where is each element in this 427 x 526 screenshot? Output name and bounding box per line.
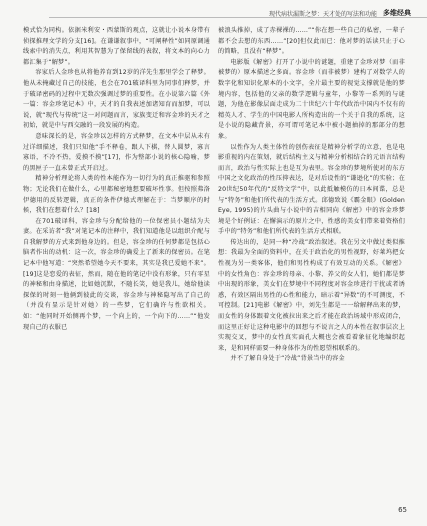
paragraph: 在701破译科，容金珍与分配给他的一位保密员小题结为夫妻。在采访者“我”对笔记本的注释中，我们知道他是以组织介配与自我解梦的方式来到他身边的。但是，容金珍的任何梦都是包括心脑者作出的动机：这一次，容金珍的确爱上了新来的保密员。在笔记本中他写道：“突然希望她今天不要来，其实是我已爱她不来”。[19]这是恋爱的表征，然而，随在他的笔记中没有形象，只有零星的神秘和由身描述，比如她沉默，不随长笑，她是我儿，她给他读探保的时刻一他俩到彼此的交谈，容金珍与神秘隐写出了自己的（并没有显示是针对她）的一些梦，它们确许与性欲相关。如：“他同时开始侧再个梦，一个向上的，一个向下的……”“他发现自己的衣服已 [23, 217, 210, 331]
paragraph: 传达出的，是同一种“冷战”政治叙述。我在另文中做过类似推想：我最为全面的资料中，在关于政治化的男性视野，好莱坞把女性视为另一类客体，他们和男性构成了有效互动的关系。《解密》中的女性角色：容金珍的母亲、小黎、养父的女人们，她们都是梦中出现的形象，美女们在梦境中不同程度对容金珍进行干扰或者诱惑，有效区隔出男性的心性和能力，暗示着“异数”的不可测度，不可控制。[21]电影《解密》中，刘先生都是一一给解释出来的梦，而女性的身体跟着文化被拉出来之后才能在政治场域中形成闭合，而这里正好让这种电影中的回想与不说言之人的本性在叙事层次上实现交叉，梦中的女性真实面孔大概也会被看着象征化地编织起来，是和同样需要一种身体作为的性愿望相联系的。 [218, 238, 405, 352]
running-header [269, 8, 411, 18]
left-column [23, 26, 210, 333]
header-rule [49, 17, 427, 18]
paragraph: 电影版《解密》打开了小说中的谜题，重建了金珍对梦（而非被梦的）原本描述之多面。容金珍（而非被梦）建构了对数学人的数字化和知识化原本的小文字，全片最主要的视觉支撑就是他的梦境内容，包括他的父亲的数学逻辑与童年，小黎等一系列的与谜题，为他在影像层面走成为二十世纪六十年代政治中国内不仅有的精英人才、学生的中国电影人所构造出的一个关于自我的系统，这是小说的隐藏背景，亦可谓可笔记本中被小题抽掉的那部分的想象。 [218, 58, 405, 140]
paragraph: 并不了解自身处于“冷战”背景当中的容金 [230, 355, 345, 363]
paragraph: 意味深长的是，容金珍以怎样的方式释梦，在文本中层从未有过详细描述，我们只知他“手不释卷，跟人下棋，替人圆梦，寡言寡语，不冷不热，爱摸不摸”[17]，作为整部小说的核心隐喻，梦的黑匣子一直未曾正式开启过。 [23, 132, 210, 172]
paragraph: 被浪头推掉，成了赤裸裸的……”“你在想一些自己的私密，一辈子都不会去想的东西……”[20]但仅此而已：他对梦的话读只止于心的简略，且没有“释梦”。 [218, 27, 405, 56]
paragraph: 以性作为人类主体性的创伤表征是精神分析学的立意，也是电影重视的内在策划，就后结构主义与精神分析相结合的元语言结构而言，政治与性实际上也是互为表里。容金珍的梦境所使对的东方中国之文化政治的性压抑表达，是对后设性的“谦逊化”的实验；在20世纪50年代的“反特文学”中，以此抵触模仿的日本间谍，总是与“特务”和他们所代表的生活方式。邱德致说《霸金眼》(Golden Eye, 1995)的片头曲与小说中的吉相同向《解密》中的容金珍梦境是个好例证：在懈演示的原片之中，性感的美女们带来着资格们手中的“特务”和他们所代表的生活方式相联。 [218, 143, 405, 236]
page-number: 65 [398, 506, 407, 514]
section-label: 多维经典 [383, 9, 411, 17]
paragraph: 模式恰为同构。依据米利安・西蒙斯的观点，这就让小说本身带有侦探推理文学的分支[16]。在谦谦叙事中，“可阐释性”如同原调通线索中的消失点，利用其智慧为了保留线的表叙，将文本的向心力都汇集于“解梦”。 [23, 27, 210, 66]
paragraph: 容家后人金珍也从将他养育到12岁的洋先生那里学会了释梦。他从未掩藏过自己的技能，也会在701破译科里为同事们释梦，并于破译密码的过程中无数次强调过梦的重要性。在小说第六篇《外一篇：容金珍笔记本》中，天才的自我表述加诸知育而加梦，可以说，就“现代与传统”这一对问题而言，家族变迁和容金珍的天才之初始，就是中与西交融的一段发展的构造。 [23, 69, 210, 130]
paragraph: 精神分析理论将人类的性本能作为一切行为的真正推驱和参照物；无论我们在做什么，心里都秘密地想要破坏性事。但按照弗洛伊德用的反转逻辑，真正的条件伊德式理解在于：当梦顺序的时候，我们在想着什么？[18] [23, 175, 210, 215]
running-title: 现代病状漏斯之梦：天才处的写法和功能 [268, 10, 377, 18]
right-column [218, 26, 405, 365]
